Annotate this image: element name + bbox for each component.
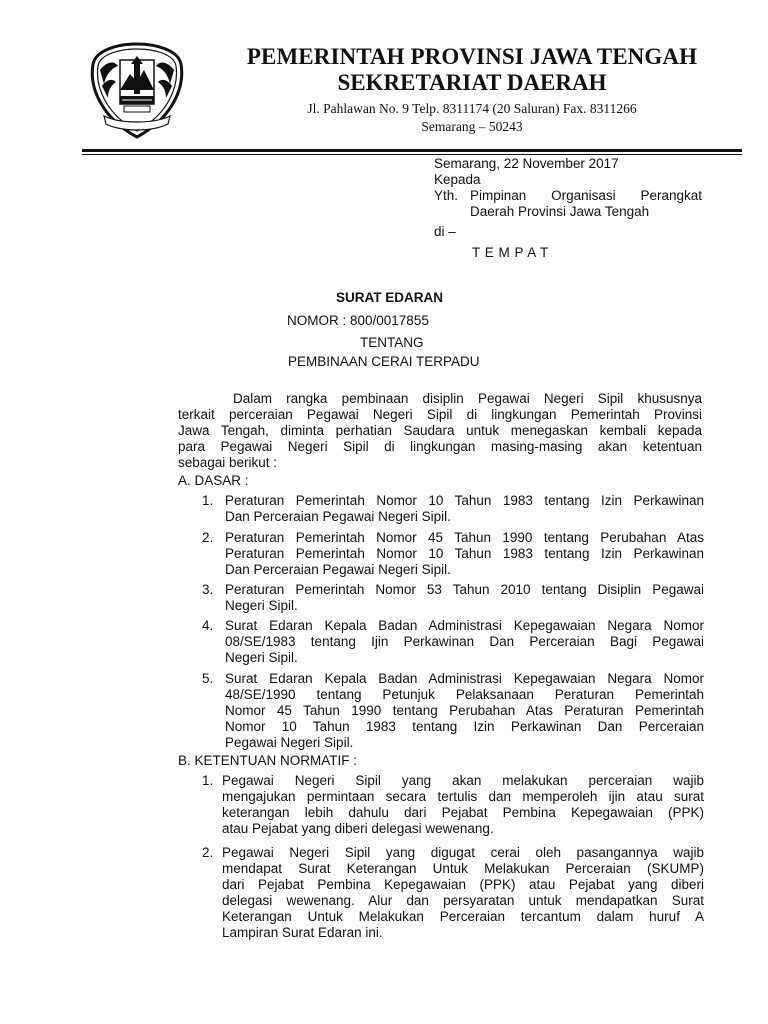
tempat-label: T E M P A T (472, 245, 549, 260)
letterhead-secretariat: SEKRETARIAT DAERAH (337, 70, 607, 95)
section-b-heading: B. KETENTUAN NORMATIF : (178, 753, 358, 768)
list-item-line: mendapat Surat Keterangan Untuk Melakukan Perceraian (SKUMP) (222, 861, 704, 876)
list-item-number: 2. (202, 845, 214, 860)
recipient-word: Perangkat (640, 188, 702, 203)
list-item-line: Pegawai Negeri Sipil. (225, 735, 354, 750)
list-item-line: Surat Edaran Kepala Badan Administrasi Kepegawaian Negara Nomor (225, 618, 704, 633)
doc-number: NOMOR : 800/0017855 (287, 313, 429, 328)
list-item-line: keterangan lebih dahulu dari Pejabat Pembina Kepegawaian (PPK) (222, 805, 704, 820)
letterhead-government: PEMERINTAH PROVINSI JAWA TENGAH (246, 44, 698, 69)
list-item-line: atau Pejabat yang diberi delegasi wewenang. (222, 821, 494, 836)
list-item-number: 5. (202, 671, 214, 686)
list-item-number: 3. (202, 582, 214, 597)
list-item-number: 1. (202, 773, 214, 788)
letterhead-address: Jl. Pahlawan No. 9 Telp. 8311174 (20 Saluran) Fax. 8311266 (307, 101, 637, 116)
list-item-line: 08/SE/1983 tentang Ijin Perkawinan Dan Perceraian Bagi Pegawai (225, 634, 704, 649)
list-item-line: Keterangan Untuk Melakukan Perceraian tercantum dalam huruf A (222, 909, 704, 924)
recipient-word: Organisasi (551, 188, 616, 203)
list-item-line: Negeri Sipil. (225, 650, 298, 665)
list-item-number: 2. (202, 530, 214, 545)
list-item-number: 1. (202, 493, 214, 508)
list-item-number: 4. (202, 618, 214, 633)
list-item-line: Peraturan Pemerintah Nomor 10 Tahun 1983 tentang Izin Perkawinan (225, 493, 704, 508)
list-item-line: Dan Perceraian Pegawai Negeri Sipil. (225, 562, 451, 577)
list-item-line: Pegawai Negeri Sipil yang digugat cerai oleh pasangannya wajib (222, 845, 704, 860)
doc-type-title: SURAT EDARAN (336, 290, 443, 305)
list-item-line: Lampiran Surat Edaran ini. (222, 925, 383, 940)
letterhead-rule-thick (82, 149, 742, 152)
yth-label: Yth. (434, 188, 459, 203)
list-item-line: 48/SE/1990 tentang Petunjuk Pelaksanaan Peraturan Pemerintah (225, 687, 704, 702)
recipient-word: Pimpinan (470, 188, 527, 203)
section-a-heading: A. DASAR : (178, 473, 249, 488)
recipient-line-2: Daerah Provinsi Jawa Tengah (470, 204, 650, 219)
list-item-line: mengajukan permintaan secara tertulis dan memperoleh ijin atau surat (222, 789, 704, 804)
list-item-line: delegasi wewenang. Alur dan persyaratan untuk mendapatkan Surat (222, 893, 704, 908)
intro-line: para Pegawai Negeri Sipil di lingkungan masing-masing akan ketentuan (178, 439, 702, 454)
di-label: di – (434, 224, 456, 239)
letter-date: Semarang, 22 November 2017 (434, 156, 619, 171)
list-item-line: Peraturan Pemerintah Nomor 45 Tahun 1990 tentang Perubahan Atas (225, 530, 704, 545)
list-item-line: Dan Perceraian Pegawai Negeri Sipil. (225, 509, 451, 524)
recipient-line-1 (470, 188, 702, 204)
list-item-line: Surat Edaran Kepala Badan Administrasi Kepegawaian Negara Nomor (225, 671, 704, 686)
list-item-line: Peraturan Pemerintah Nomor 10 Tahun 1983 tentang Izin Perkawinan (225, 546, 704, 561)
doc-subject: PEMBINAAN CERAI TERPADU (288, 354, 480, 369)
letterhead (206, 44, 738, 136)
letterhead-city: Semarang – 50243 (421, 119, 523, 134)
list-item-line: Nomor 10 Tahun 1983 tentang Izin Perkawinan Dan Perceraian (225, 719, 704, 734)
list-item-line: Pegawai Negeri Sipil yang akan melakukan perceraian wajib (222, 773, 704, 788)
doc-about-label: TENTANG (360, 335, 424, 350)
list-item-line: Nomor 45 Tahun 1990 tentang Perubahan Atas Peraturan Pemerintah (225, 703, 704, 718)
intro-line: sebagai berikut : (178, 455, 278, 470)
letterhead-rule-thin (82, 154, 742, 155)
intro-line: terkait perceraian Pegawai Negeri Sipil di lingkungan Pemerintah Provinsi (178, 407, 702, 422)
intro-line: Jawa Tengah, diminta perhatian Saudara untuk menegaskan kembali kepada (178, 423, 702, 438)
list-item-line: Peraturan Pemerintah Nomor 53 Tahun 2010 tentang Disiplin Pegawai (225, 582, 704, 597)
list-item-line: dari Pejabat Pembina Kepegawaian (PPK) atau Pejabat yang diberi (222, 877, 704, 892)
province-emblem-logo (86, 40, 188, 142)
intro-line: Dalam rangka pembinaan disiplin Pegawai Negeri Sipil khususnya (233, 391, 702, 406)
kepada-label: Kepada (434, 172, 481, 187)
list-item-line: Negeri Sipil. (225, 598, 298, 613)
